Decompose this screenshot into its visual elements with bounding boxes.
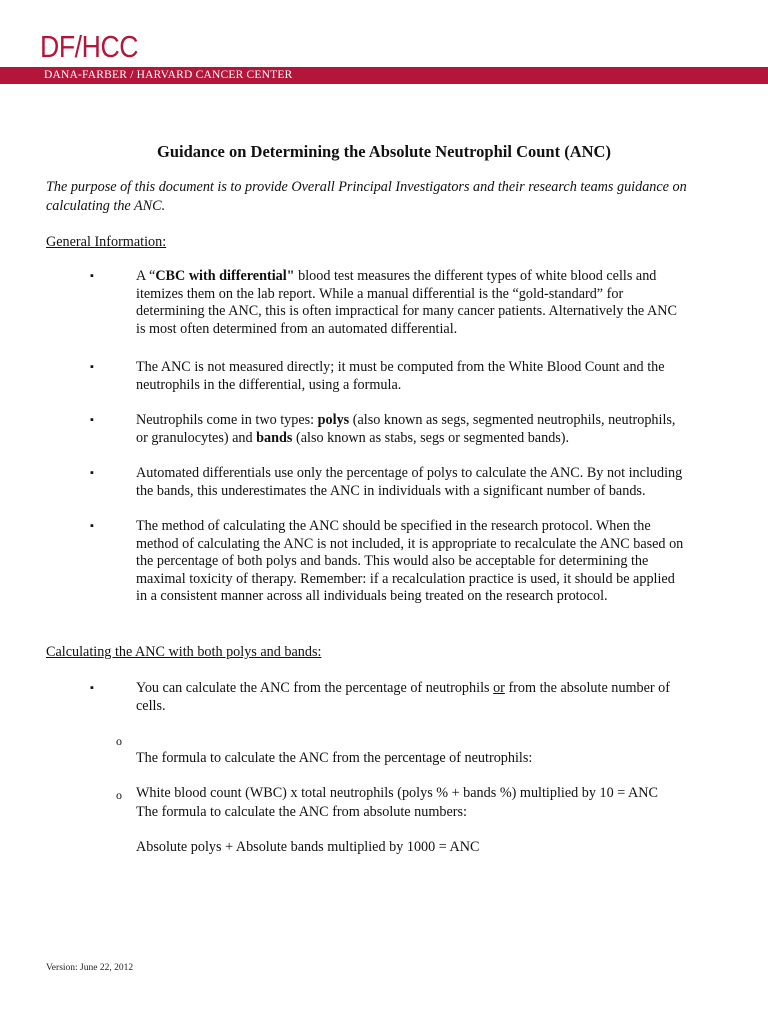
formula-expression: White blood count (WBC) x total neutrophils (polys % + bands %) multiplied by 10 = ANC [136,784,658,801]
formula-absolute [136,786,736,874]
bullet-text: (also known as stabs, segs or segmented bands). [292,429,570,446]
bullet-calculation-options [136,680,736,715]
dfhcc-logo: DF/HCC [40,29,139,64]
bullet-marker: ▪ [90,520,94,532]
bullet-calculation-method [136,518,736,606]
bullet-neutrophil-types [136,412,736,447]
bullet-text: blood test measures the different types of white blood cells and itemizes them on the lab report. While a manual differential is the “gold-standard” for determining the ANC, this is often impractical for many cancer patients. Alternatively the ANC is most often determined from an automated differential. [136,268,677,337]
calculating-anc-heading: Calculating the ANC with both polys and bands: [46,644,322,660]
bold-term-polys: polys [317,412,350,428]
sub-bullet-marker: o [116,788,122,802]
sub-bullet-marker: o [116,734,122,748]
bullet-marker: ▪ [90,467,94,479]
bullet-marker: ▪ [90,270,94,282]
formula-description: The formula to calculate the ANC from the percentage of neutrophils: [136,749,533,766]
bullet-text: The ANC is not measured directly; it must be computed from the White Blood Count and the neutrophils in the differential, using a formula. [136,359,665,393]
bullet-anc-computed [136,359,736,394]
header-bar [0,67,768,84]
bullet-marker: ▪ [90,682,94,694]
bullet-text: Automated differentials use only the percentage of polys to calculate the ANC. By not including the bands, this underestimates the ANC in individuals with a significant number of bands. [136,465,683,499]
bullet-text: The method of calculating the ANC should be specified in the research protocol. When the method of calculating the ANC is not included, it is appropriate to recalculate the ANC based on the percentage of both polys and bands. This would also be acceptable for determining the maximal toxicity of therapy. Remember: if a recalculation practice is used, it should be applied in a consistent manner across all individuals being treated on the research protocol. [136,518,684,604]
bold-term-cbc: CBC with differential" [155,268,295,284]
general-information-heading: General Information: [46,234,167,250]
bold-term-bands: bands [256,429,293,446]
bullet-text: You can calculate the ANC from the percentage of neutrophils [136,680,494,696]
underlined-or: or [493,680,505,696]
bullet-automated-differentials [136,465,736,500]
bullet-text: Neutrophils come in two types: [136,412,318,428]
bullet-text: A “ [136,268,156,284]
bullet-marker: ▪ [90,414,94,426]
version-footer: Version: June 22, 2012 [46,963,134,973]
bullet-text: from the absolute number of cells. [136,680,670,714]
formula-expression: Absolute polys + Absolute bands multiplied by 1000 = ANC [136,838,480,855]
purpose-statement: The purpose of this document is to provide Overall Principal Investigators and their research teams guidance on calculating the ANC. [46,179,687,214]
bullet-marker: ▪ [90,361,94,373]
bullet-text: (also known as segs, segmented neutrophils, neutrophils, or granulocytes) and [136,412,676,446]
org-name: DANA-FARBER / HARVARD CANCER CENTER [44,69,293,81]
bullet-cbc-differential [136,268,736,338]
formula-description: The formula to calculate the ANC from absolute numbers: [136,803,467,820]
document-title: Guidance on Determining the Absolute Neutrophil Count (ANC) [157,142,611,161]
